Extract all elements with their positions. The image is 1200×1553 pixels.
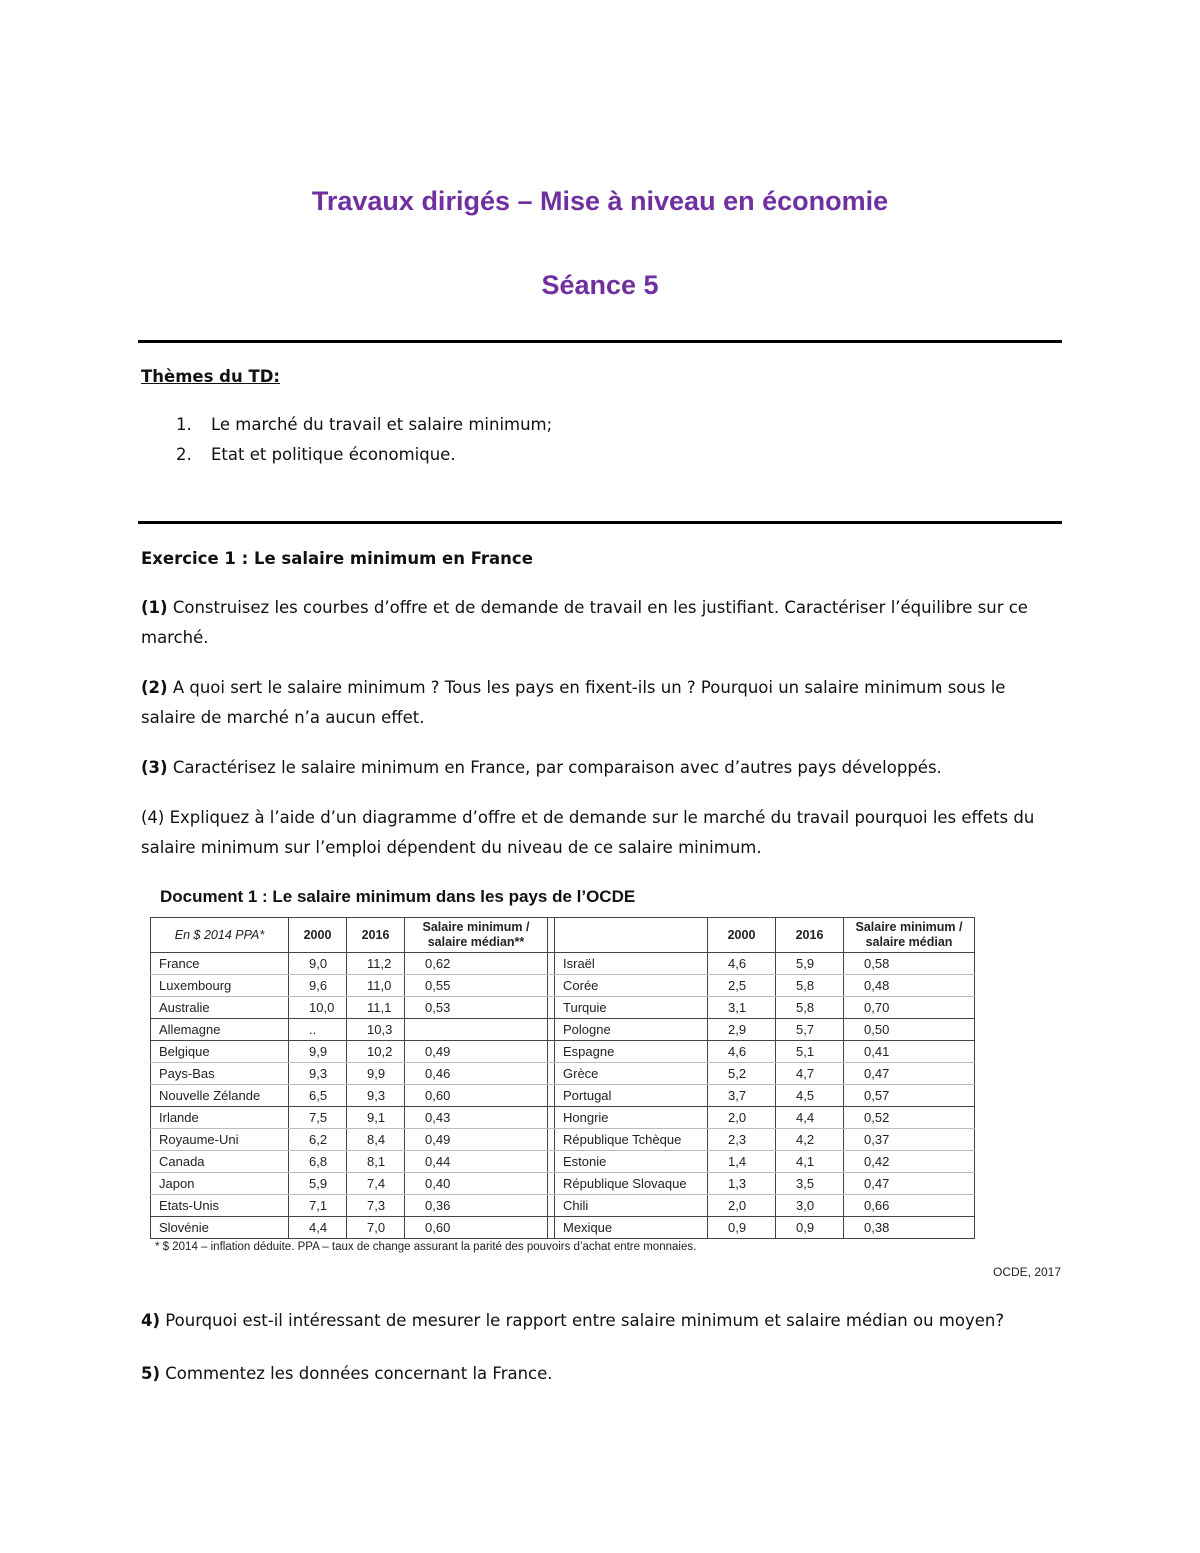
table-cell: 6,2 <box>289 1129 347 1151</box>
question-text: Expliquez à l’aide d’un diagramme d’offre et de demande sur le marché du travail pourquoi les effets du salaire minimum sur l’emploi dépendent du niveau de ce salaire minimum. <box>141 808 1035 857</box>
table-gap <box>548 953 555 975</box>
table-cell: 0,49 <box>405 1129 548 1151</box>
table-cell: 3,5 <box>776 1173 844 1195</box>
table-cell: 2,0 <box>708 1195 776 1217</box>
column-header: Salaire minimum / salaire médian** <box>405 918 548 953</box>
table-cell: 5,8 <box>776 997 844 1019</box>
table-gap <box>548 997 555 1019</box>
table-cell: 9,9 <box>289 1041 347 1063</box>
table-cell: Etats-Unis <box>151 1195 289 1217</box>
list-number: 2. <box>176 445 192 464</box>
table-cell: 7,4 <box>347 1173 405 1195</box>
table-cell: Mexique <box>555 1217 708 1239</box>
table-cell: 0,40 <box>405 1173 548 1195</box>
table-row <box>151 1173 975 1195</box>
session-title: Séance 5 <box>541 270 659 300</box>
table-cell: 2,3 <box>708 1129 776 1151</box>
table-footnote: * $ 2014 – inflation déduite. PPA – taux de change assurant la parité des pouvoirs d’achat entre monnaies. <box>155 1241 697 1253</box>
table-row <box>151 1085 975 1107</box>
table-cell: 0,41 <box>844 1041 975 1063</box>
table-cell: 7,5 <box>289 1107 347 1129</box>
table-gap <box>548 1129 555 1151</box>
question-number: (3) <box>141 758 168 777</box>
question-4 <box>141 803 1061 863</box>
question-text: Pourquoi est-il intéressant de mesurer le rapport entre salaire minimum et salaire médian ou moyen? <box>160 1311 1005 1330</box>
question-text: Construisez les courbes d’offre et de demande de travail en les justifiant. Caractériser l’équilibre sur ce marché. <box>141 598 1028 647</box>
table-cell: 0,38 <box>844 1217 975 1239</box>
table-cell: 7,1 <box>289 1195 347 1217</box>
table-cell: 1,3 <box>708 1173 776 1195</box>
column-header: Salaire minimum / salaire médian <box>844 918 975 953</box>
table-cell: 0,62 <box>405 953 548 975</box>
table-cell: 10,0 <box>289 997 347 1019</box>
table-cell: 6,5 <box>289 1085 347 1107</box>
table-cell: 8,1 <box>347 1151 405 1173</box>
table-cell: 1,4 <box>708 1151 776 1173</box>
table-cell: 5,2 <box>708 1063 776 1085</box>
table-cell: 0,47 <box>844 1063 975 1085</box>
table-cell: Grèce <box>555 1063 708 1085</box>
followup-question-5 <box>141 1359 1061 1389</box>
table-gap <box>548 1217 555 1239</box>
table-cell: Portugal <box>555 1085 708 1107</box>
table-gap <box>548 1107 555 1129</box>
table-cell: 3,7 <box>708 1085 776 1107</box>
document-title: Document 1 : Le salaire minimum dans les pays de l’OCDE <box>160 887 636 906</box>
table-gap <box>548 1085 555 1107</box>
table-gap <box>548 918 555 953</box>
question-3 <box>141 753 1061 783</box>
table-cell: 10,2 <box>347 1041 405 1063</box>
table-cell: 0,36 <box>405 1195 548 1217</box>
table-source: OCDE, 2017 <box>993 1265 1062 1279</box>
table-cell: 0,55 <box>405 975 548 997</box>
question-number: (1) <box>141 598 168 617</box>
table-cell: 4,6 <box>708 953 776 975</box>
table-cell: 3,0 <box>776 1195 844 1217</box>
table-cell: 2,0 <box>708 1107 776 1129</box>
table-cell: 5,9 <box>289 1173 347 1195</box>
table-cell: 5,1 <box>776 1041 844 1063</box>
table-cell: 0,53 <box>405 997 548 1019</box>
table-cell: 3,1 <box>708 997 776 1019</box>
table-header-row <box>151 918 975 953</box>
table-cell: Belgique <box>151 1041 289 1063</box>
question-number: 4) <box>141 1311 161 1330</box>
followup-question-4 <box>141 1306 1061 1336</box>
table-cell: Nouvelle Zélande <box>151 1085 289 1107</box>
table-cell: Japon <box>151 1173 289 1195</box>
table-cell: 2,5 <box>708 975 776 997</box>
list-item <box>176 410 552 440</box>
question-number: 5) <box>141 1364 161 1383</box>
table-cell: 4,7 <box>776 1063 844 1085</box>
table-cell: 5,7 <box>776 1019 844 1041</box>
table-row <box>151 1129 975 1151</box>
themes-heading: Thèmes du TD: <box>141 367 280 386</box>
table-cell: 6,8 <box>289 1151 347 1173</box>
list-text: Etat et politique économique. <box>211 445 456 464</box>
table-cell: 0,47 <box>844 1173 975 1195</box>
table-cell: 0,46 <box>405 1063 548 1085</box>
table-cell: Israël <box>555 953 708 975</box>
table-cell: 7,0 <box>347 1217 405 1239</box>
table-cell: 0,42 <box>844 1151 975 1173</box>
table-cell: 4,4 <box>776 1107 844 1129</box>
column-header: 2016 <box>776 918 844 953</box>
column-header: En $ 2014 PPA* <box>151 918 289 953</box>
table-cell: 11,0 <box>347 975 405 997</box>
table-cell: 0,52 <box>844 1107 975 1129</box>
table-row <box>151 1019 975 1041</box>
table-row <box>151 997 975 1019</box>
table-row <box>151 1107 975 1129</box>
table-cell: 8,4 <box>347 1129 405 1151</box>
table-cell: 0,60 <box>405 1085 548 1107</box>
minimum-wage-table <box>150 917 975 1239</box>
question-text: Commentez les données concernant la France. <box>160 1364 553 1383</box>
table-gap <box>548 1041 555 1063</box>
table-cell: Irlande <box>151 1107 289 1129</box>
question-text: A quoi sert le salaire minimum ? Tous les pays en fixent-ils un ? Pourquoi un salaire minimum sous le salaire de marché n’a aucun effet. <box>141 678 1006 727</box>
table-gap <box>548 1063 555 1085</box>
table-row <box>151 1151 975 1173</box>
horizontal-rule <box>138 521 1062 524</box>
table-cell: 11,1 <box>347 997 405 1019</box>
table-cell: 0,43 <box>405 1107 548 1129</box>
table-cell: 0,50 <box>844 1019 975 1041</box>
table-cell: Luxembourg <box>151 975 289 997</box>
table-cell: 0,70 <box>844 997 975 1019</box>
table-cell: Pologne <box>555 1019 708 1041</box>
table-cell: Pays-Bas <box>151 1063 289 1085</box>
table-cell: 0,58 <box>844 953 975 975</box>
table-gap <box>548 1019 555 1041</box>
table-row <box>151 1217 975 1239</box>
table-cell <box>405 1019 548 1041</box>
question-number: (4) <box>141 808 165 827</box>
table-gap <box>548 975 555 997</box>
question-number: (2) <box>141 678 168 697</box>
table-cell: 4,4 <box>289 1217 347 1239</box>
question-text: Caractérisez le salaire minimum en France, par comparaison avec d’autres pays développés. <box>167 758 942 777</box>
table-cell: Espagne <box>555 1041 708 1063</box>
table-cell: 0,44 <box>405 1151 548 1173</box>
list-number: 1. <box>176 415 192 434</box>
table-cell: 4,2 <box>776 1129 844 1151</box>
page-title: Travaux dirigés – Mise à niveau en économie <box>311 186 889 216</box>
table-cell: France <box>151 953 289 975</box>
column-header: 2000 <box>289 918 347 953</box>
column-header <box>555 918 708 953</box>
table-gap <box>548 1151 555 1173</box>
question-2 <box>141 673 1061 733</box>
table-row <box>151 953 975 975</box>
table-cell: Corée <box>555 975 708 997</box>
horizontal-rule <box>138 340 1062 343</box>
table-cell: 0,57 <box>844 1085 975 1107</box>
table-cell: 5,9 <box>776 953 844 975</box>
table-cell: 0,37 <box>844 1129 975 1151</box>
table-gap <box>548 1173 555 1195</box>
table-cell: 0,49 <box>405 1041 548 1063</box>
table-cell: République Slovaque <box>555 1173 708 1195</box>
table-cell: 0,48 <box>844 975 975 997</box>
table-cell: Canada <box>151 1151 289 1173</box>
column-header: 2016 <box>347 918 405 953</box>
table-cell: 0,66 <box>844 1195 975 1217</box>
table-cell: 0,60 <box>405 1217 548 1239</box>
table-gap <box>548 1195 555 1217</box>
table-cell: Slovénie <box>151 1217 289 1239</box>
table-row <box>151 1041 975 1063</box>
list-text: Le marché du travail et salaire minimum; <box>211 415 553 434</box>
themes-list <box>176 410 552 470</box>
table-row <box>151 975 975 997</box>
table-cell: 0,9 <box>708 1217 776 1239</box>
table-cell: 9,6 <box>289 975 347 997</box>
table-cell: 5,8 <box>776 975 844 997</box>
table-cell: 9,9 <box>347 1063 405 1085</box>
list-item <box>176 440 552 470</box>
exercise-title: Exercice 1 : Le salaire minimum en France <box>141 549 533 568</box>
table-cell: 4,6 <box>708 1041 776 1063</box>
column-header: 2000 <box>708 918 776 953</box>
table-cell: 0,9 <box>776 1217 844 1239</box>
table-cell: République Tchèque <box>555 1129 708 1151</box>
table-cell: 10,3 <box>347 1019 405 1041</box>
table-cell: Estonie <box>555 1151 708 1173</box>
table-cell: Turquie <box>555 997 708 1019</box>
table-cell: 9,3 <box>289 1063 347 1085</box>
table-cell: .. <box>289 1019 347 1041</box>
table-cell: 9,1 <box>347 1107 405 1129</box>
table-cell: 7,3 <box>347 1195 405 1217</box>
table-cell: 11,2 <box>347 953 405 975</box>
question-1 <box>141 593 1061 653</box>
table-cell: 4,1 <box>776 1151 844 1173</box>
table-cell: Chili <box>555 1195 708 1217</box>
table-body <box>151 953 975 1239</box>
table-cell: 2,9 <box>708 1019 776 1041</box>
table-cell: Australie <box>151 997 289 1019</box>
table-cell: 9,0 <box>289 953 347 975</box>
table-row <box>151 1195 975 1217</box>
table-cell: 4,5 <box>776 1085 844 1107</box>
table-cell: 9,3 <box>347 1085 405 1107</box>
table-cell: Royaume-Uni <box>151 1129 289 1151</box>
table-cell: Hongrie <box>555 1107 708 1129</box>
table-row <box>151 1063 975 1085</box>
table-cell: Allemagne <box>151 1019 289 1041</box>
